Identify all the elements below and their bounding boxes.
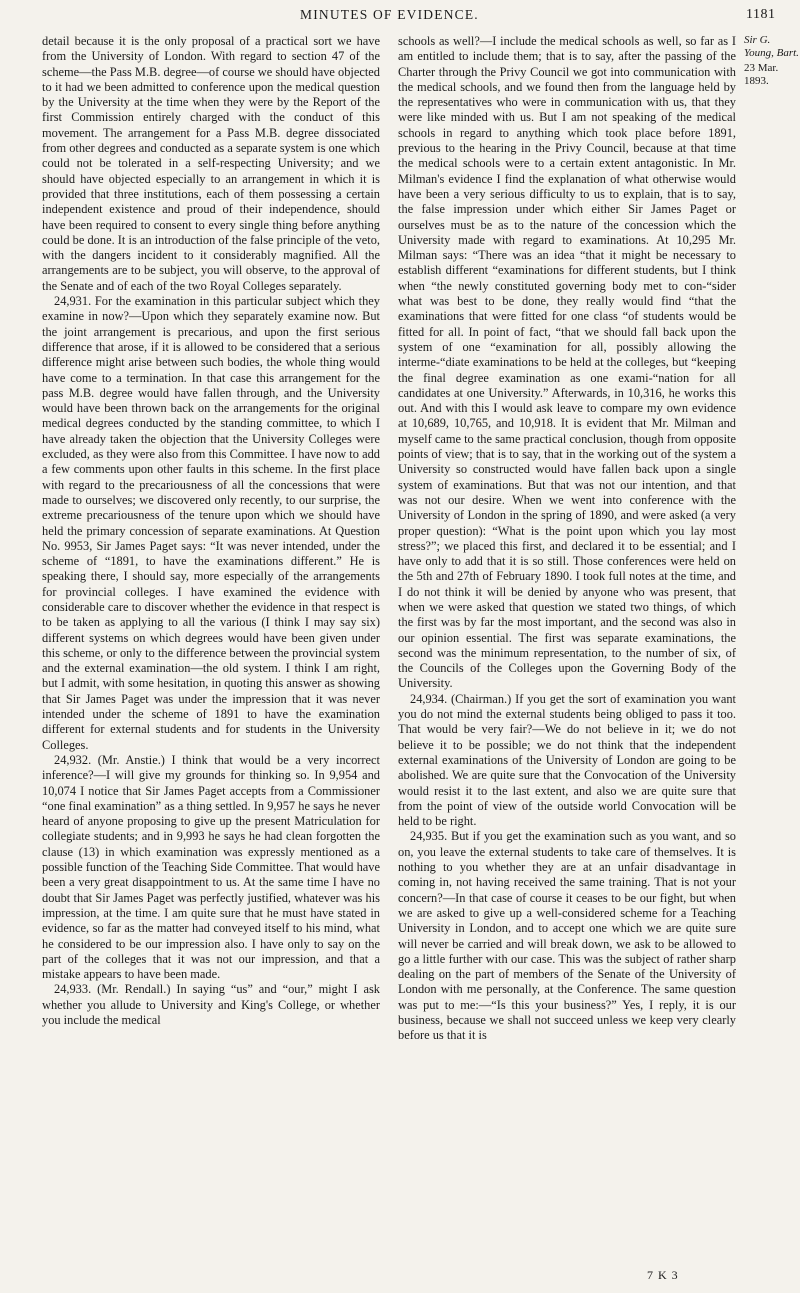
running-head: [0, 7, 800, 27]
running-title: MINUTES OF EVIDENCE.: [300, 7, 479, 22]
signature-mark: 7 K 3: [647, 1268, 679, 1282]
paragraph: 24,934. (Chairman.) If you get the sort of examination you want you do not mind the external students being obliged to pass it too. That would be very fair?—We do not believe in it; we do not believe it to be possible; we do not think that the independent external examinations of the University of London are going to be abolished. We are quite sure that the Convocation of the University would resist it to the last extent, and also we are quite sure that from the point of view of the outside world Convocation will be held to be right.: [398, 691, 736, 829]
right-column: [398, 34, 736, 1044]
paragraph: 24,931. For the examination in this particular subject which they examine in now?—Upon which they separately examine now. But the joint arrangement is precarious, and upon the first serious difference that arose, if it is allowed to be considered that a serious difference might arise between such bodies, the whole thing would have come to a termination. In that case this arrangement for the pass M.B. degree would have fallen through, and the University would have been thrown back on the arrangements for the original medical degrees conducted by the standing committee, to which I have already taken the objection that the University Colleges were excluded, as they were also from this Committee. I have now to add a few comments upon other faults in this scheme. In the first place with regard to the precariousness of all the concessions that were made to ourselves; we discovered only recently, to our surprise, the extreme precariousness of the tenure upon which we should have held the primary concession of separate examinations. At Question No. 9953, Sir James Paget says: “It was never intended, under the scheme of “1891, to have the examinations different.” He is speaking there, I should say, more especially of the arrangements for provincial colleges. I have examined the evidence with considerable care to discover whether the evidence in that respect is to be taken as applying to all the various (I think I may say six) different systems on which degrees would have been given under this scheme, or only to the difference between the provincial system and the external examination—the old system. I think I am right, but I admit, with some hesitation, in quoting this answer as showing that Sir James Paget was under the impression that it was never intended under the scheme of 1891 to have the examination different for external students and for students in the University Colleges.: [42, 294, 380, 752]
left-column: [42, 34, 380, 1028]
paragraph: 24,935. But if you get the examination such as you want, and so on, you leave the external students to take care of themselves. It is nothing to you whether they are at an unfair disadvantage in coming in, not having received the same training. That is not your concern?—In that case of course it ceases to be our fight, but when we are asked to give up a well-considered scheme for a Teaching University in London, and to accept one which we are quite sure will never be carried and will break down, we ask to be allowed to go a little further with our case. This was the subject of rather sharp dealing on the part of members of the Senate of the University of London with me personally, at the Conference. The same question was put to me:—“Is this your business?” Yes, I reply, it is our business, because we shall not succeed unless we keep very clearly before us that it is: [398, 829, 736, 1043]
witness-name: Sir G. Young, Bart.: [744, 34, 799, 59]
paragraph: schools as well?—I include the medical schools as well, so far as I am entitled to include them; that is to say, after the passing of the Charter through the Privy Council we got into communication with the medical schools, and we found then from the language held by the representatives who were in communication with us, that they were like minded with us. But I am not speaking of the medical schools in regard to anything which took place before 1891, previous to the hearing in the Privy Council, because at that time the medical schools were to a certain extent antagonistic. In Mr. Milman's evidence I find the explanation of what otherwise would have been a very serious difficulty to us to explain, that is to say, the false impression under which either Sir James Paget or ourselves must be as to the nature of the concession which the University made with regard to examinations. At 10,295 Mr. Milman says: “There was an idea “that it might be necessary to establish different “examinations for different students, but I think when “the newly constituted governing body met to con-“sider what was best to be done, they really would find “that the examinations that were fitted for one class “of students would be fitted for all. In point of fact, “that we should fall back upon the system of one “examination for all, possibly allowing the interme-“diate examinations to be held at the colleges, but “keeping the final degree examination as one exami-“nation for all candidates at one University.” Afterwards, in 10,316, he works this out. And with this I would ask leave to compare my own evidence at 10,689, 10,765, and 10,918. It is evident that Mr. Milman and myself came to the same practical conclusion, though from opposite points of view; that is to say, that in the working out of the system a University so constructed would have fallen back upon a single system of examinations. But that was not our intention, and that was not our desire. When we went into conference with the University of London in the spring of 1890, and were asked (a very proper question): “What is the point upon which you lay most stress?”; we placed this first, and declared it to be essential; and I have only to add that it is so still. Those conferences were held on the 5th and 27th of February 1890. I took full notes at the time, and I do not think it will be denied by anyone who was present, that when we were asked that question we stated two things, of which the first was by far the most important, and the second was also in our opinion essential. The first was separate examinations, the second was the minimum representation, to the number of six, of the Councils of the Colleges upon the Governing Body of the University.: [398, 34, 736, 691]
witness-margin-note: [744, 34, 800, 88]
page-number: 1181: [746, 7, 776, 22]
paragraph: 24,933. (Mr. Rendall.) In saying “us” and “our,” might I ask whether you allude to University and King's College, or whether you include the medical: [42, 982, 380, 1027]
paragraph: 24,932. (Mr. Anstie.) I think that would be a very incorrect inference?—I will give my grounds for thinking so. In 9,954 and 10,074 I notice that Sir James Paget accepts from a Commissioner “one final examination” as a thing settled. In 9,957 he says he never heard of anyone proposing to give up the present Matriculation for collegiate students; and in 9,993 he says he had clean forgotten the clause (13) in which examination was expressly mentioned as a possible function of the Teaching Side Committee. That would have been a very great disappointment to us. At the same time I have no doubt that Sir James Paget was perfectly justified, whatever was his impression, at the time. I am quite sure that he must have stated in evidence, so far as the matter had conveyed itself to his mind, what he considered to be our impression also. I have only to say on the part of the colleges that it was not our impression, and that a mistake appears to have been made.: [42, 752, 380, 982]
paragraph: detail because it is the only proposal of a practical sort we have from the University of London. With regard to section 47 of the scheme—the Pass M.B. degree—of course we should have objected to it had we been admitted to conference upon the medical question by the University at the time when they were by the Report of the first Commission entirely charged with the conduct of this movement. The arrangement for a Pass M.B. degree dissociated from other degrees and conducted as a separate system is one which could not be tolerated in a self-respecting University; and we should have objected especially to an arrangement in which it is provided that three institutions, each of them possessing a certain independent existence and proud of their independence, should have been required to consent to every single thing before anything could be done. It is an introduction of the false principle of the veto, with the dangers incident to it considerably magnified. All the arrangements are to be subject, you will observe, to the approval of the Senate and of each of the two Royal Colleges separately.: [42, 34, 380, 293]
evidence-date: 23 Mar. 1893.: [744, 62, 779, 87]
